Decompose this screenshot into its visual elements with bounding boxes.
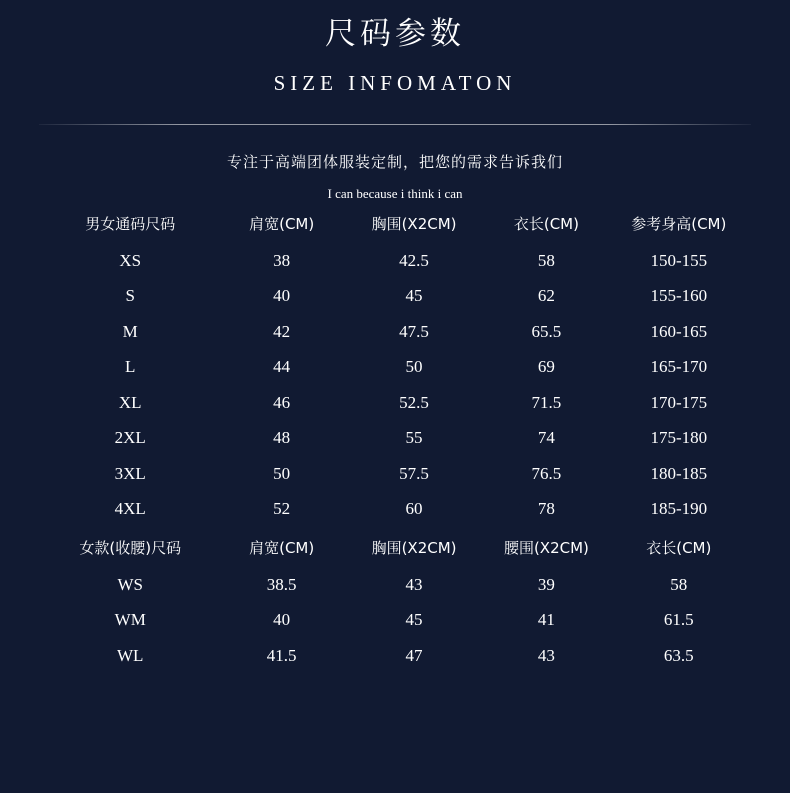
header-divider <box>39 124 751 125</box>
cell-length: 61.5 <box>663 610 694 630</box>
women-header-label: 女款(收腰)尺码 <box>79 538 182 557</box>
table-header-row <box>45 527 745 567</box>
cell-height: 185-190 <box>650 499 708 519</box>
women-size-table <box>45 527 745 674</box>
cell-length: 63.5 <box>663 645 694 665</box>
unisex-header-chest: 胸围(X2CM) <box>371 214 457 233</box>
cell-height: 175-180 <box>650 428 708 448</box>
table-row <box>45 603 745 639</box>
unisex-table-head <box>45 203 745 243</box>
cell-chest: 47.5 <box>399 321 429 341</box>
unisex-header-height: 参考身高(CM) <box>631 214 727 233</box>
cell-shoulder: 42 <box>273 321 291 341</box>
cell-height: 160-165 <box>650 321 708 341</box>
cell-shoulder: 50 <box>273 463 291 483</box>
women-table-body <box>45 567 745 674</box>
cell-length: 58 <box>670 574 688 594</box>
cell-size: XS <box>119 250 142 270</box>
cell-size: S <box>125 286 135 306</box>
cell-size: WM <box>114 610 146 630</box>
cell-chest: 55 <box>405 428 423 448</box>
women-header-length: 衣长(CM) <box>646 538 712 557</box>
cell-waist: 39 <box>537 574 555 594</box>
table-row <box>45 385 745 421</box>
table-row <box>45 314 745 350</box>
cell-chest: 43 <box>405 574 423 594</box>
table-row <box>45 350 745 386</box>
cell-shoulder: 40 <box>273 610 291 630</box>
cell-chest: 60 <box>405 499 423 519</box>
cell-size: WL <box>117 645 144 665</box>
table-row <box>45 492 745 528</box>
cell-shoulder: 52 <box>273 499 291 519</box>
cell-chest: 50 <box>405 357 423 377</box>
cell-height: 150-155 <box>650 250 708 270</box>
cell-length: 78 <box>537 499 555 519</box>
unisex-table-body <box>45 243 745 527</box>
tagline-en: I can because i think i can <box>327 186 463 201</box>
cell-length: 65.5 <box>531 321 562 341</box>
women-header-shoulder: 肩宽(CM) <box>249 538 315 557</box>
page-title: 尺码参数 <box>325 16 465 52</box>
cell-waist: 41 <box>537 610 555 630</box>
cell-shoulder: 46 <box>273 392 291 412</box>
table-row <box>45 456 745 492</box>
page-header <box>0 0 790 96</box>
cell-height: 165-170 <box>650 357 708 377</box>
table-row <box>45 638 745 674</box>
cell-length: 71.5 <box>531 392 562 412</box>
table-row <box>45 279 745 315</box>
cell-chest: 45 <box>405 286 423 306</box>
unisex-header-shoulder: 肩宽(CM) <box>249 214 315 233</box>
women-header-chest: 胸围(X2CM) <box>371 538 457 557</box>
cell-shoulder: 44 <box>273 357 291 377</box>
tagline-cn: 专注于高端团体服装定制，把您的需求告诉我们 <box>226 153 563 171</box>
cell-chest: 52.5 <box>399 392 429 412</box>
unisex-header-length: 衣长(CM) <box>513 214 579 233</box>
cell-height: 155-160 <box>650 286 708 306</box>
cell-size: 2XL <box>114 428 146 448</box>
cell-size: L <box>125 357 136 377</box>
cell-size: 4XL <box>114 499 146 519</box>
cell-shoulder: 48 <box>273 428 291 448</box>
cell-waist: 43 <box>537 645 555 665</box>
unisex-header-label: 男女通码尺码 <box>85 214 176 233</box>
cell-chest: 57.5 <box>399 463 429 483</box>
cell-shoulder: 38 <box>273 250 291 270</box>
cell-size: WS <box>117 574 143 594</box>
unisex-size-table <box>45 203 745 527</box>
cell-size: 3XL <box>114 463 146 483</box>
cell-length: 69 <box>537 357 555 377</box>
table-row <box>45 421 745 457</box>
cell-height: 180-185 <box>650 463 708 483</box>
cell-chest: 45 <box>405 610 423 630</box>
page-subtitle-en: SIZE INFOMATON <box>273 71 517 95</box>
cell-length: 74 <box>537 428 555 448</box>
table-row <box>45 567 745 603</box>
cell-chest: 47 <box>405 645 423 665</box>
cell-length: 76.5 <box>531 463 562 483</box>
women-header-waist: 腰围(X2CM) <box>503 538 589 557</box>
cell-length: 58 <box>537 250 555 270</box>
cell-shoulder: 38.5 <box>266 574 297 594</box>
cell-length: 62 <box>537 286 555 306</box>
cell-chest: 42.5 <box>399 250 429 270</box>
cell-shoulder: 40 <box>273 286 291 306</box>
table-row <box>45 243 745 279</box>
women-table-head <box>45 527 745 567</box>
table-header-row <box>45 203 745 243</box>
cell-size: M <box>122 321 138 341</box>
cell-shoulder: 41.5 <box>266 645 297 665</box>
cell-size: XL <box>118 392 142 412</box>
cell-height: 170-175 <box>650 392 708 412</box>
